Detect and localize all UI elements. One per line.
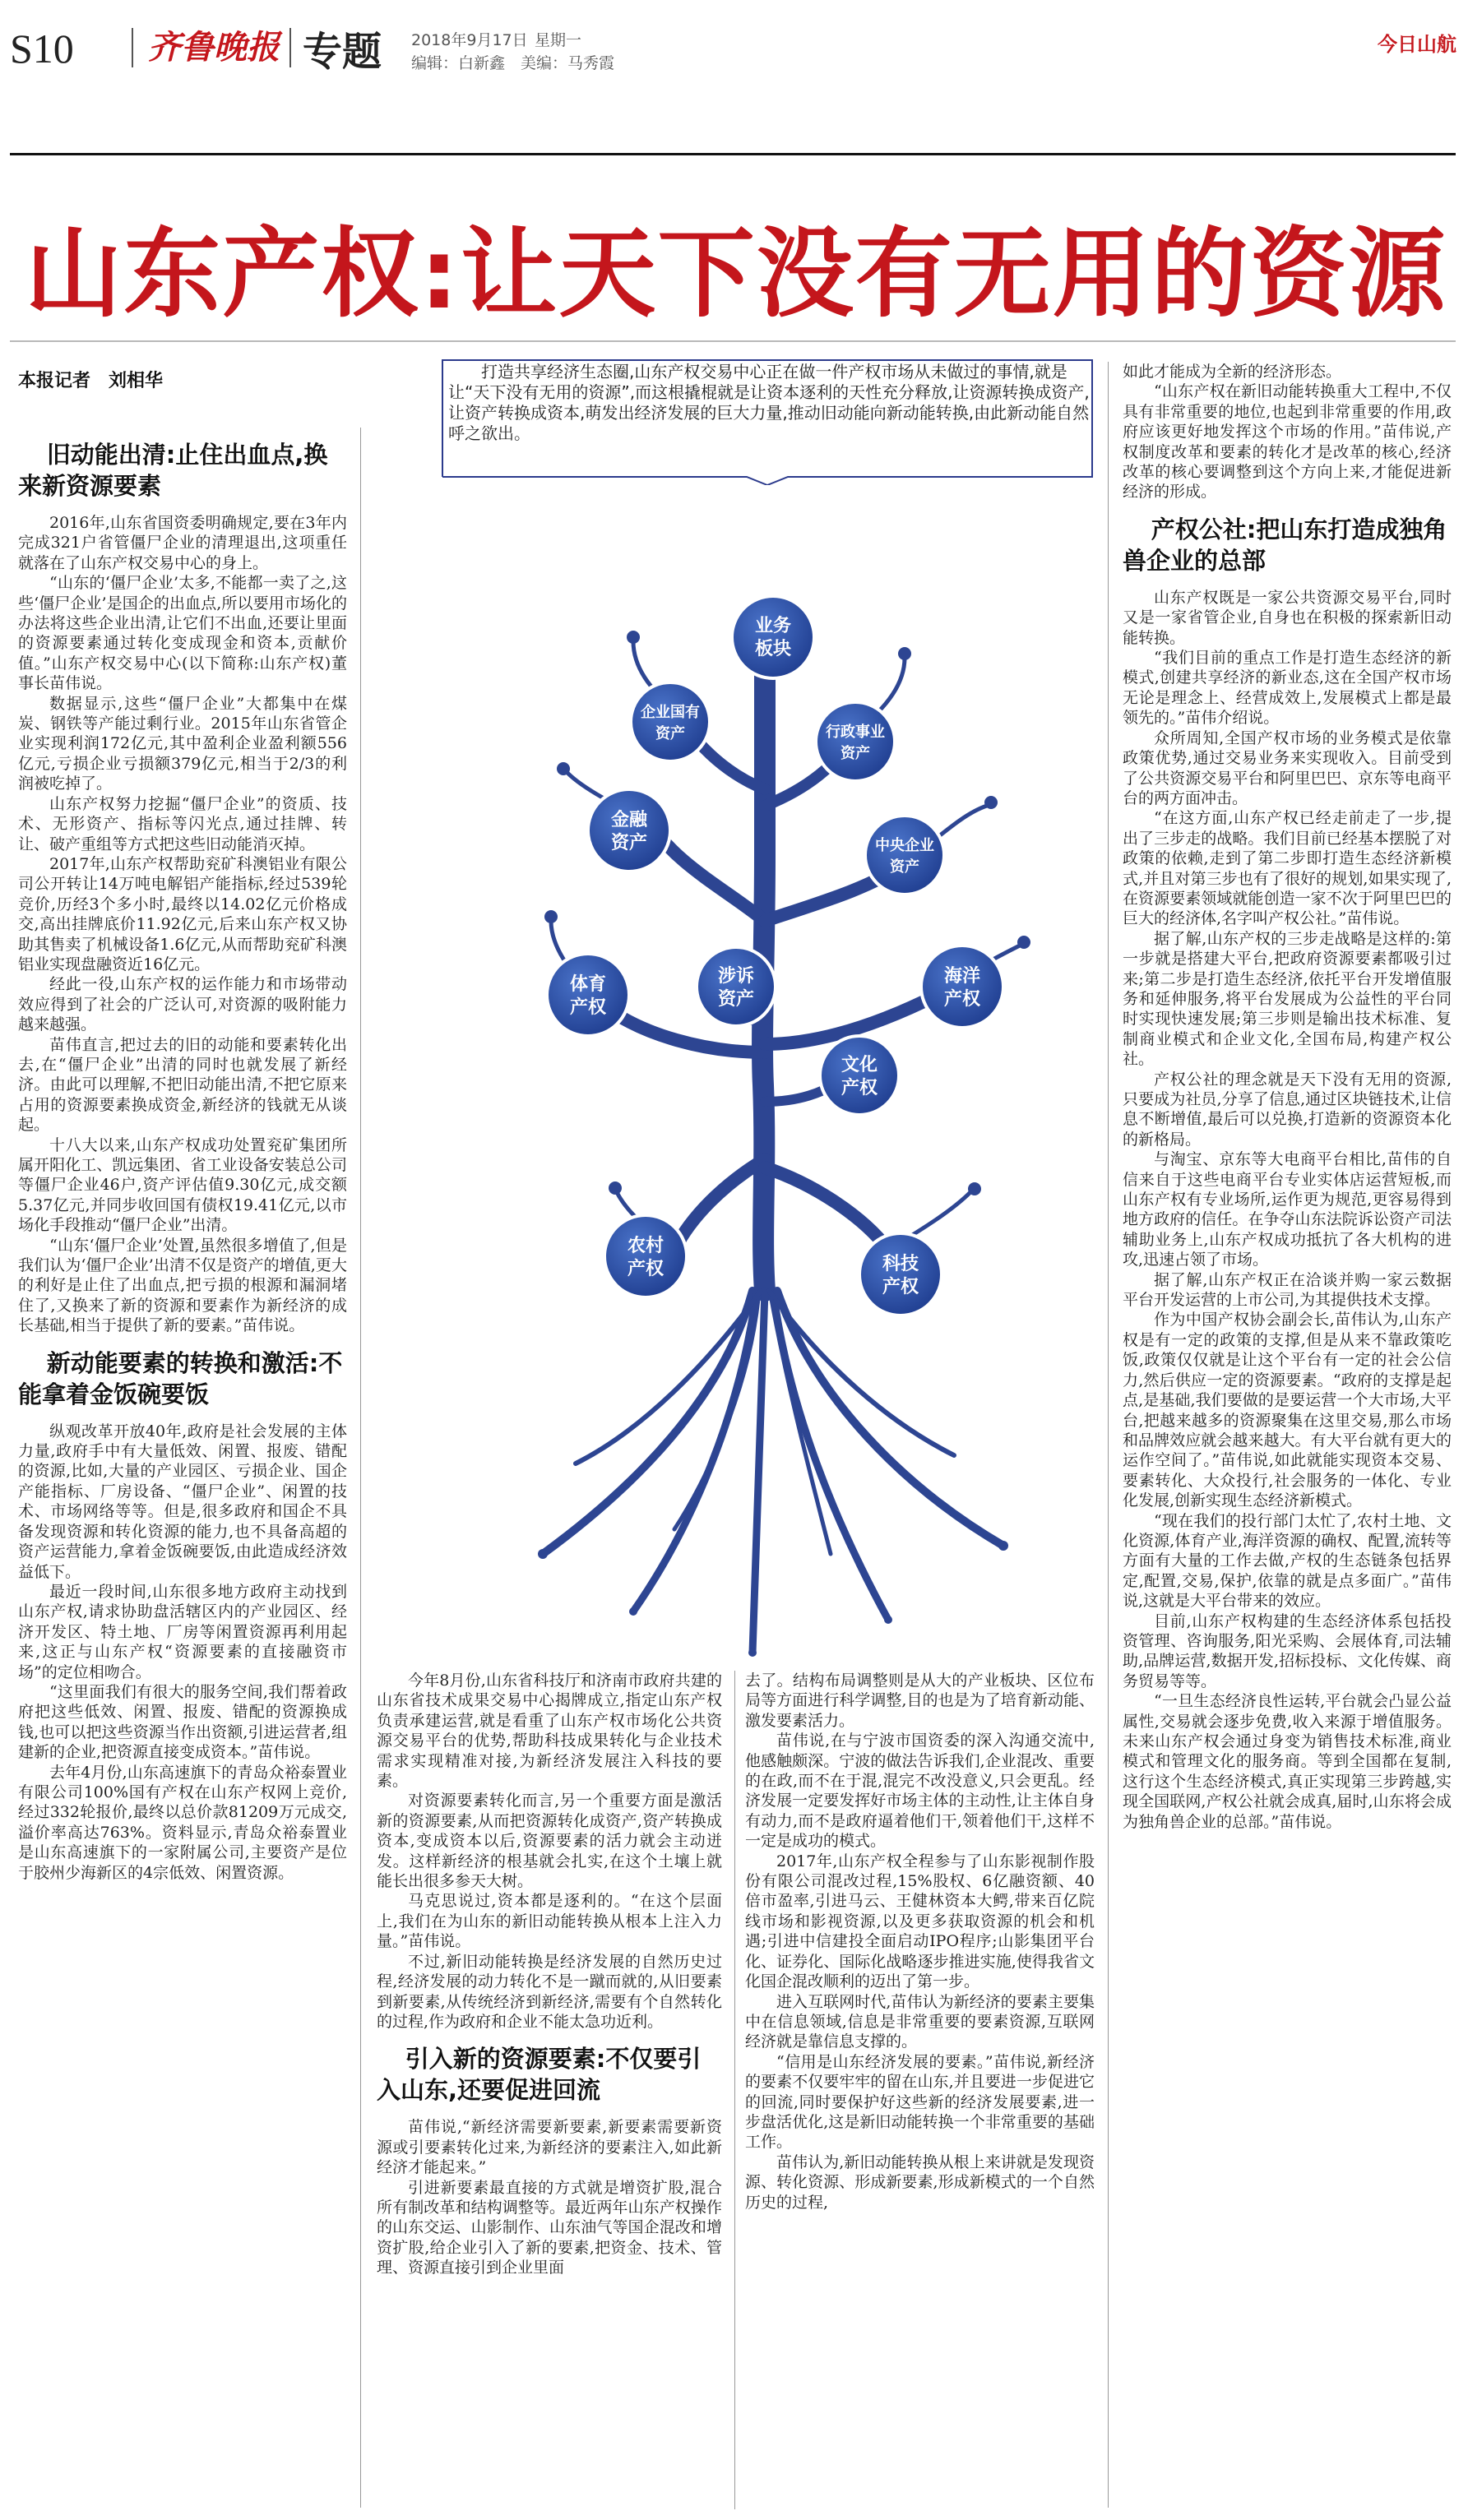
node-label: 文化 bbox=[841, 1055, 878, 1075]
column-3 bbox=[745, 1671, 1095, 2520]
editor-name: 编辑：白新鑫 bbox=[411, 54, 506, 72]
lead-text: 打造共享经济生态圈,山东产权交易中心正在做一件产权市场从未做过的事情,就是让“天下没有无用的资源”,而这根撬棍就是让资本逐利的天性充分释放,让资源转换成资产,让资产转换成资本,萌发出经济发展的巨大力量,推动旧动能向新动能转换,由此新动能自然呼之欲出。 bbox=[448, 362, 1090, 443]
node-label: 资产 bbox=[890, 858, 919, 876]
column-divider bbox=[360, 428, 361, 2508]
node-label: 产权 bbox=[627, 1259, 665, 1279]
node-business bbox=[732, 596, 814, 678]
section-name: 专题 bbox=[303, 29, 382, 75]
node-label: 行政事业 bbox=[826, 724, 885, 741]
paragraph: 2017年,山东产权全程参与了山东影视制作股份有限公司混改过程,15%股权、6亿融资额、40倍市盈率,引进马云、王健林资本大鳄,带来百亿院线市场和影视资源,以及更多获取资源的机会和机遇;引进中信建投全面启动IPO程序;山影集团平台化、证券化、国际化战略逐步推进实施,使得我省文化国企混改顺利的迈出了第一步。 bbox=[745, 1852, 1095, 1991]
headline-rule bbox=[10, 340, 1456, 342]
node-label: 板块 bbox=[754, 639, 792, 659]
column-1 bbox=[18, 428, 347, 2520]
paragraph: “在这方面,山东产权已经走前走了一步,提出了三步走的战略。我们目前已经基本摆脱了对政策的依赖,走到了第二步即打造生态经济新模式,并且对第三步也有了很好的规划,如果实现了,在资源要素领域就能创造一家不次于阿里巴巴的巨大的经济体,名字叫产权公社。”苗伟说。 bbox=[1123, 809, 1452, 928]
lead-summary bbox=[448, 362, 1090, 460]
node-label: 产权 bbox=[569, 997, 607, 1018]
node-label: 业务 bbox=[754, 616, 792, 636]
node-label: 体育 bbox=[569, 974, 607, 995]
paragraph: 十八大以来,山东产权成功处置兖矿集团所属开阳化工、凯远集团、省工业设备安装总公司等僵尸企业46户,资产评估值9.30亿元,成交额5.37亿元,并同步收回国有债权19.41亿元,以市场化手段推动“僵尸企业”出清。 bbox=[18, 1135, 347, 1235]
node-tech bbox=[859, 1233, 942, 1315]
paragraph: 2016年,山东省国资委明确规定,要在3年内完成321户省管僵尸企业的清理退出,这项重任就落在了山东产权交易中心的身上。 bbox=[18, 514, 347, 572]
paragraph: “现在我们的投行部门太忙了,农村土地、文化资源,体育产业,海洋资源的确权、配置,流转等方面有大量的工作去做,产权的生态链条包括界定,配置,交易,保护,依靠的就是点多面广。”苗伟说,这就是大平台带来的效应。 bbox=[1123, 1511, 1452, 1611]
editor-credits bbox=[411, 51, 614, 73]
paragraph: 去年4月份,山东高速旗下的青岛众裕泰置业有限公司100%国有产权在山东产权网上竞价,经过332轮报价,最终以总价款81209万元成交,溢价率高达763%。资料显示,青岛众裕泰置业是山东高速旗下的一家附属公司,主要资产是位于胶州少海新区的4宗低效、闲置资源。 bbox=[18, 1763, 347, 1882]
paragraph: “我们目前的重点工作是打造生态经济的新模式,创建共享经济的新业态,这在全国产权市场无论是理念上、经营成效上,发展模式上都是最领先的。”苗伟介绍说。 bbox=[1123, 649, 1452, 728]
byline: 本报记者 刘相华 bbox=[18, 371, 164, 391]
paper-name: 齐鲁晚报 bbox=[148, 28, 280, 67]
paragraph: 目前,山东产权构建的生态经济体系包括投资管理、咨询服务,阳光采购、会展体育,司法辅助,品牌运营,数据开发,招标投标、文化传媒、商务贸易等等。 bbox=[1123, 1611, 1452, 1690]
paragraph: 2017年,山东产权帮助兖矿科澳铝业有限公司公开转让14万吨电解铝产能指标,经过539轮竞价,历经3个多小时,最终以14.02亿元价格成交,高出挂牌底价11.92亿元,后来山东产权又协助其售卖了机械设备1.6亿元,从而帮助兖矿科澳铝业实现盘融资近16亿元。 bbox=[18, 854, 347, 973]
paragraph: 今年8月份,山东省科技厅和济南市政府共建的山东省技术成果交易中心揭牌成立,指定山东产权负责承建运营,就是看重了山东产权市场化公共资源交易平台的优势,帮助科技成果转化与企业技术需求实现精准对接,为新经济发展注入科技的要素。 bbox=[377, 1672, 722, 1791]
node-sports bbox=[547, 954, 629, 1036]
paragraph: 引进新要素最直接的方式就是增资扩股,混合所有制改革和结构调整等。最近两年山东产权操作的山东交运、山影制作、山东油气等国企混改和增资扩股,给企业引入了新的要素,把资金、技术、管理、资源直接引到企业里面 bbox=[377, 2178, 722, 2277]
node-label: 资产 bbox=[655, 725, 685, 742]
page-number: S10 bbox=[10, 25, 74, 72]
column-divider bbox=[734, 1671, 735, 2509]
column-divider bbox=[1108, 362, 1109, 2508]
node-label: 资产 bbox=[610, 833, 648, 853]
paragraph: 据了解,山东产权的三步走战略是这样的:第一步就是搭建大平台,把政府资源要素都吸引过来;第二步是打造生态经济,依托平台开发增值服务和延伸服务,将平台发展成为公益性的平台同时实现快速发展;第三步则是输出技术标准、复制商业模式和企业文化,全国布局,构建产权公社。 bbox=[1123, 929, 1452, 1069]
node-label: 产权 bbox=[943, 989, 981, 1010]
paragraph: 山东产权努力挖掘“僵尸企业”的资质、技术、无形资产、指标等闪光点,通过挂牌、转让、破产重组等方式把这些旧动能消灭掉。 bbox=[18, 794, 347, 853]
node-litigation bbox=[697, 947, 776, 1026]
node-label: 资产 bbox=[841, 745, 870, 762]
issue-weekday: 星期一 bbox=[535, 31, 582, 49]
paragraph: 据了解,山东产权正在洽谈并购一家云数据平台开发运营的上市公司,为其提供技术支撑。 bbox=[1123, 1270, 1452, 1310]
paragraph: 去了。结构布局调整则是从大的产业板块、区位布局等方面进行科学调整,目的也是为了培育新动能、激发要素活力。 bbox=[745, 1672, 1095, 1730]
node-label: 产权 bbox=[882, 1277, 919, 1297]
paragraph: 最近一段时间,山东很多地方政府主动找到山东产权,请求协助盘活辖区内的产业园区、经济开发区、特土地、厂房等闲置资源再利用起来,这正与山东产权“资源要素的直接融资市场”的定位相吻合。 bbox=[18, 1582, 347, 1681]
paragraph: 与淘宝、京东等大电商平台相比,苗伟的自信来自于这些电商平台专业实体店运营短板,而山东产权有专业场所,运作更为规范,更容易得到地方政府的信任。在争夺山东法院诉讼资产司法辅助业务上,山东产权成功抵抗了各大机构的进攻,迅速占领了市场。 bbox=[1123, 1150, 1452, 1269]
node-label: 海洋 bbox=[943, 966, 981, 987]
paragraph: 进入互联网时代,苗伟认为新经济的要素主要集中在信息领域,信息是非常重要的要素资源,互联网经济就是靠信息支撑的。 bbox=[745, 1992, 1095, 2051]
paragraph: “山东产权在新旧动能转换重大工程中,不仅具有非常重要的地位,也起到非常重要的作用,政府应该更好地发挥这个市场的作用。”苗伟说,产权制度改革和要素的转化才是改革的核心,经济改革的核心要调整到这个方向上来,才能促进新经济的形成。 bbox=[1123, 382, 1452, 502]
paragraph: 经此一役,山东产权的运作能力和市场带动效应得到了社会的广泛认可,对资源的吸附能力越来越强。 bbox=[18, 975, 347, 1034]
paragraph: 苗伟说,在与宁波市国资委的深入沟通交流中,他感触颇深。宁波的做法告诉我们,企业混改、重要的在政,而不在于混,混完不改没意义,只会更乱。经济发展一定要发挥好市场主体的主动性,让主体自身有动力,而不是政府逼着他们干,领着他们干,这样不一定是成功的模式。 bbox=[745, 1732, 1095, 1851]
masthead-rule bbox=[10, 153, 1456, 155]
paragraph: 不过,新旧动能转换是经济发展的自然历史过程,经济发展的动力转化不是一蹴而就的,从旧要素到新要素,从传统经济到新经济,需要有个自然转化的过程,作为政府和企业不能太急功近利。 bbox=[377, 1952, 722, 2031]
paragraph: 苗伟直言,把过去的旧的动能和要素转化出去,在“僵尸企业”出清的同时也就发展了新经济。由此可以理解,不把旧动能出清,不把它原来占用的资源要素换成资金,新经济的钱就无从谈起。 bbox=[18, 1035, 347, 1135]
paragraph: “山东的‘僵尸企业’太多,不能都一卖了之,这些‘僵尸企业’是国企的出血点,所以要用市场化的办法将这些企业出清,让它们不出血,还要让里面的资源要素通过转化变成现金和资本,贡献价值。”山东产权交易中心(以下简称:山东产权)董事长苗伟说。 bbox=[18, 574, 347, 693]
masthead-divider bbox=[132, 28, 133, 67]
paragraph: 数据显示,这些“僵尸企业”大都集中在煤炭、钢铁等产能过剩行业。2015年山东省管企业实现利润172亿元,其中盈利企业盈利额556亿元,亏损企业亏损额379亿元,相当于2/3的利润被吃掉了。 bbox=[18, 694, 347, 793]
paragraph: 山东产权既是一家公共资源交易平台,同时又是一家省管企业,自身也在积极的探索新旧动能转换。 bbox=[1123, 588, 1452, 647]
node-central bbox=[865, 816, 944, 895]
subhead-new-resources: 引入新的资源要素:不仅要引入山东,还要促进回流 bbox=[377, 2045, 702, 2105]
node-label: 科技 bbox=[882, 1254, 919, 1274]
subhead-property-commune: 产权公社:把山东打造成独角兽企业的总部 bbox=[1123, 515, 1447, 575]
tree-diagram bbox=[428, 460, 1102, 1669]
node-admin bbox=[816, 702, 895, 781]
paragraph: 对资源要素转化而言,另一个重要方面是激活新的资源要素,从而把资源转化成资产,资产转换成资本,变成资本以后,资源要素的活力就会主动迸发。这样新经济的根基就会扎实,在这个土壤上就能长出很多参天大树。 bbox=[377, 1792, 722, 1891]
node-ocean bbox=[921, 946, 1003, 1028]
paragraph: “信用是山东经济发展的要素。”苗伟说,新经济的要素不仅要牢牢的留在山东,并且要进一步促进它的回流,同时要保护好这些新的经济发展要素,进一步盘活优化,这是新旧动能转换一个非常重要的基础工作。 bbox=[745, 2052, 1095, 2152]
node-finance bbox=[588, 789, 670, 872]
subhead-old-energy: 旧动能出清:止住出血点,换来新资源要素 bbox=[18, 441, 328, 500]
masthead-divider bbox=[289, 28, 291, 67]
column-4 bbox=[1123, 362, 1452, 2520]
designer-name: 美编：马秀霞 bbox=[521, 54, 615, 72]
paragraph: 众所周知,全国产权市场的业务模式是依靠政策优势,通过交易业务来实现收入。目前受到了公共资源交易平台和阿里巴巴、京东等电商平台的两方面冲击。 bbox=[1123, 728, 1452, 807]
node-rural bbox=[604, 1215, 687, 1297]
subhead-new-energy: 新动能要素的转换和激活:不能拿着金饭碗要饭 bbox=[18, 1348, 343, 1408]
node-label: 企业国有 bbox=[641, 704, 700, 721]
paragraph: 马克思说过,资本都是逐利的。“在这个层面上,我们在为山东的新旧动能转换从根本上注入力量。”苗伟说。 bbox=[377, 1892, 722, 1951]
headline: 山东产权:让天下没有无用的资源 bbox=[25, 217, 1447, 331]
paragraph: 产权公社的理念就是天下没有无用的资源,只要成为社员,分享了信息,通过区块链技术,让信息不断增值,最后可以兑换,打造新的资源资本化的新格局。 bbox=[1123, 1070, 1452, 1149]
node-label: 涉诉 bbox=[717, 966, 755, 987]
column-2 bbox=[377, 1671, 722, 2520]
node-label: 资产 bbox=[717, 989, 755, 1010]
masthead bbox=[0, 0, 1468, 82]
paragraph: 苗伟认为,新旧动能转换从根上来讲就是发现资源、转化资源、形成新要素,形成新模式的一个自然历史的过程, bbox=[745, 2152, 1095, 2212]
paragraph: “这里面我们有很大的服务空间,我们帮着政府把这些低效、闲置、报废、错配的资源换成钱,也可以把这些资源当作出资额,引进运营者,组建新的企业,把资源直接变成资本。”苗伟说。 bbox=[18, 1682, 347, 1762]
paragraph: 苗伟说,“新经济需要新要素,新要素需要新资源或引要素转化过来,为新经济的要素注入,如此新经济才能起来。” bbox=[377, 2118, 722, 2177]
node-enterprise bbox=[631, 682, 710, 761]
node-culture bbox=[820, 1036, 899, 1115]
node-label: 中央企业 bbox=[875, 837, 934, 854]
paragraph: “一旦生态经济良性运转,平台就会凸显公益属性,交易就会逐步免费,收入来源于增值服务。未来山东产权会通过身变为销售技术标准,商业模式和管理文化的服务商。等到全国都在复制,这行这个生态经济模式,真正实现第三步跨越,实现全国联网,产权公社就会成真,届时,山东将会成为独角兽企业的总部。”苗伟说。 bbox=[1123, 1692, 1452, 1831]
paragraph: 如此才能成为全新的经济形态。 bbox=[1123, 363, 1342, 381]
issue-date: 2018年9月17日 bbox=[411, 31, 528, 49]
node-label: 农村 bbox=[627, 1236, 665, 1256]
paragraph: “山东‘僵尸企业’处置,虽然很多增值了,但是我们认为‘僵尸企业’出清不仅是资产的增值,更大的利好是止住了出血点,把亏损的根源和漏洞堵住了,又换来了新的资源和要素作为新经济的成长基础,相当于提供了新的要素。”苗伟说。 bbox=[18, 1236, 347, 1335]
paragraph: 纵观改革开放40年,政府是社会发展的主体力量,政府手中有大量低效、闲置、报废、错配的资源,比如,大量的产业园区、亏损企业、国企产能指标、厂房设备、“僵尸企业”、闲置的技术、市场网络等等。但是,很多政府和国企不具备发现资源和转化资源的能力,也不具备高超的资产运营能力,拿着金饭碗要饭,由此造成经济效益低下。 bbox=[18, 1422, 347, 1581]
brand-tag: 今日山航 bbox=[1378, 33, 1456, 56]
node-label: 产权 bbox=[841, 1078, 878, 1098]
paragraph: 作为中国产权协会副会长,苗伟认为,山东产权是有一定的政策的支撑,但是从来不靠政策吃饭,政策仅仅就是让这个平台有一定的社会公信力,然后供应一定的资源要素。“政府的支撑是起点,是基础,我们要做的是要运营一个大市场,大平台,把越来越多的资源聚集在这里交易,那么市场和品牌效应就会越来越大。有大平台就有更大的运作空间了。”苗伟说,如此就能实现资本交易、要素转化、大众投行,社会服务的一体化、专业化发展,创新实现生态经济新模式。 bbox=[1123, 1311, 1452, 1510]
node-label: 金融 bbox=[610, 810, 648, 830]
tree-trunk bbox=[543, 617, 1020, 1653]
